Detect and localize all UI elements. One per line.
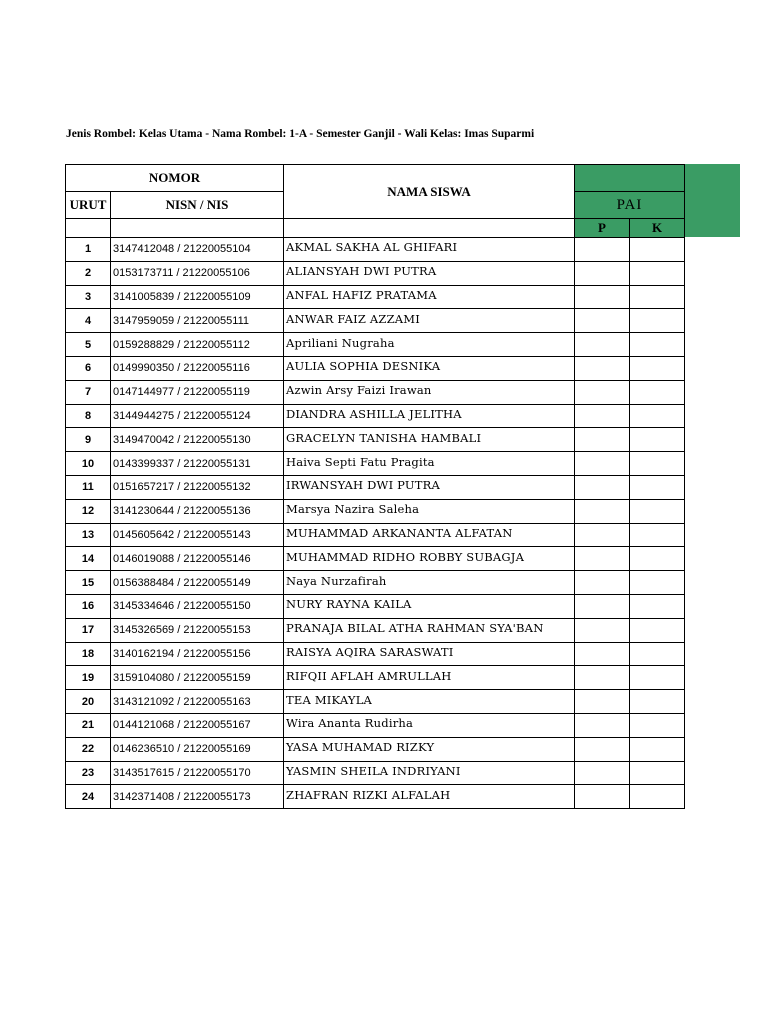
- row-score-k[interactable]: [630, 571, 685, 595]
- row-score-k[interactable]: [630, 238, 685, 262]
- row-student-name: [284, 571, 575, 595]
- row-score-p[interactable]: [575, 737, 630, 761]
- row-score-k[interactable]: [630, 618, 685, 642]
- row-student-name: [284, 666, 575, 690]
- row-score-p[interactable]: [575, 761, 630, 785]
- row-nisn: 3147959059 / 21220055111: [111, 309, 284, 333]
- row-nisn: 3145326569 / 21220055153: [111, 618, 284, 642]
- header-urut: URUT: [66, 192, 111, 219]
- row-number: 6: [66, 356, 111, 380]
- row-student-name: [284, 785, 575, 809]
- row-student-name: [284, 261, 575, 285]
- student-name-text: Wira Ananta Rudirha: [286, 716, 414, 731]
- row-score-p[interactable]: [575, 356, 630, 380]
- header-nama-siswa: NAMA SISWA: [284, 165, 575, 219]
- row-score-k[interactable]: [630, 785, 685, 809]
- student-name-text: ANFAL HAFIZ PRATAMA: [286, 287, 437, 302]
- table-row: [66, 785, 685, 809]
- row-nisn: 0146236510 / 21220055169: [111, 737, 284, 761]
- row-student-name: [284, 594, 575, 618]
- row-number: 21: [66, 713, 111, 737]
- row-score-p[interactable]: [575, 380, 630, 404]
- student-name-text: Naya Nurzafirah: [286, 573, 387, 588]
- table-row: [66, 499, 685, 523]
- row-student-name: [284, 452, 575, 476]
- student-table: [65, 164, 685, 809]
- row-score-p[interactable]: [575, 690, 630, 714]
- student-name-text: AULIA SOPHIA DESNIKA: [286, 359, 441, 374]
- table-row: [66, 475, 685, 499]
- row-student-name: [284, 713, 575, 737]
- row-number: 16: [66, 594, 111, 618]
- row-nisn: 3147412048 / 21220055104: [111, 238, 284, 262]
- row-score-p[interactable]: [575, 475, 630, 499]
- row-nisn: 0145605642 / 21220055143: [111, 523, 284, 547]
- row-number: 22: [66, 737, 111, 761]
- student-name-text: AKMAL SAKHA AL GHIFARI: [286, 240, 458, 255]
- row-student-name: [284, 690, 575, 714]
- row-nisn: 0156388484 / 21220055149: [111, 571, 284, 595]
- row-score-k[interactable]: [630, 404, 685, 428]
- row-nisn: 3143517615 / 21220055170: [111, 761, 284, 785]
- row-score-p[interactable]: [575, 333, 630, 357]
- student-name-text: Marsya Nazira Saleha: [286, 502, 420, 517]
- row-number: 1: [66, 238, 111, 262]
- row-score-k[interactable]: [630, 475, 685, 499]
- row-nisn: 0147144977 / 21220055119: [111, 380, 284, 404]
- row-score-k[interactable]: [630, 285, 685, 309]
- row-score-p[interactable]: [575, 666, 630, 690]
- row-score-k[interactable]: [630, 261, 685, 285]
- student-name-text: Azwin Arsy Faizi Irawan: [286, 383, 432, 398]
- row-score-k[interactable]: [630, 499, 685, 523]
- row-nisn: 0143399337 / 21220055131: [111, 452, 284, 476]
- row-student-name: [284, 642, 575, 666]
- table-row: [66, 618, 685, 642]
- header-nomor: NOMOR: [66, 165, 284, 192]
- student-name-text: GRACELYN TANISHA HAMBALI: [286, 430, 482, 445]
- row-number: 19: [66, 666, 111, 690]
- row-score-k[interactable]: [630, 737, 685, 761]
- row-score-k[interactable]: [630, 356, 685, 380]
- row-student-name: [284, 356, 575, 380]
- row-score-k[interactable]: [630, 523, 685, 547]
- row-student-name: [284, 475, 575, 499]
- row-score-p[interactable]: [575, 785, 630, 809]
- row-score-p[interactable]: [575, 571, 630, 595]
- row-number: 18: [66, 642, 111, 666]
- student-name-text: MUHAMMAD ARKANANTA ALFATAN: [286, 525, 513, 540]
- row-nisn: 0146019088 / 21220055146: [111, 547, 284, 571]
- row-score-k[interactable]: [630, 309, 685, 333]
- student-name-text: YASMIN SHEILA INDRIYANI: [286, 763, 461, 778]
- row-nisn: 3141230644 / 21220055136: [111, 499, 284, 523]
- row-nisn: 0153173711 / 21220055106: [111, 261, 284, 285]
- row-number: 12: [66, 499, 111, 523]
- row-nisn: 3142371408 / 21220055173: [111, 785, 284, 809]
- table-row: [66, 737, 685, 761]
- row-nisn: 0149990350 / 21220055116: [111, 356, 284, 380]
- row-score-p[interactable]: [575, 594, 630, 618]
- table-row: [66, 761, 685, 785]
- header-green-cell: [575, 165, 685, 192]
- row-nisn: 0151657217 / 21220055132: [111, 475, 284, 499]
- table-row: [66, 642, 685, 666]
- row-student-name: [284, 333, 575, 357]
- row-number: 7: [66, 380, 111, 404]
- row-student-name: [284, 238, 575, 262]
- row-score-k[interactable]: [630, 594, 685, 618]
- row-student-name: [284, 523, 575, 547]
- row-number: 4: [66, 309, 111, 333]
- table-row: [66, 238, 685, 262]
- row-student-name: [284, 285, 575, 309]
- header-subject-pai: PAI: [575, 192, 685, 219]
- row-nisn: 3145334646 / 21220055150: [111, 594, 284, 618]
- row-score-p[interactable]: [575, 285, 630, 309]
- row-nisn: 3140162194 / 21220055156: [111, 642, 284, 666]
- row-score-p[interactable]: [575, 309, 630, 333]
- student-name-text: ALIANSYAH DWI PUTRA: [286, 264, 437, 279]
- spacer-cell: [66, 219, 111, 238]
- row-number: 5: [66, 333, 111, 357]
- table-row: [66, 333, 685, 357]
- row-score-k[interactable]: [630, 642, 685, 666]
- row-student-name: [284, 737, 575, 761]
- table-row: [66, 594, 685, 618]
- row-score-p[interactable]: [575, 238, 630, 262]
- row-score-k[interactable]: [630, 547, 685, 571]
- table-row: [66, 452, 685, 476]
- row-number: 24: [66, 785, 111, 809]
- row-score-p[interactable]: [575, 642, 630, 666]
- row-score-p[interactable]: [575, 713, 630, 737]
- table-row: [66, 428, 685, 452]
- row-score-p[interactable]: [575, 618, 630, 642]
- row-score-k[interactable]: [630, 713, 685, 737]
- row-number: 9: [66, 428, 111, 452]
- row-nisn: 3149470042 / 21220055130: [111, 428, 284, 452]
- row-number: 2: [66, 261, 111, 285]
- row-number: 14: [66, 547, 111, 571]
- spacer-cell: [111, 219, 284, 238]
- row-nisn: 3159104080 / 21220055159: [111, 666, 284, 690]
- row-score-p[interactable]: [575, 404, 630, 428]
- row-student-name: [284, 428, 575, 452]
- row-score-p[interactable]: [575, 261, 630, 285]
- row-student-name: [284, 404, 575, 428]
- header-k: K: [630, 219, 685, 238]
- table-row: [66, 356, 685, 380]
- table-row: [66, 713, 685, 737]
- spacer-cell: [284, 219, 575, 238]
- row-student-name: [284, 309, 575, 333]
- student-name-text: PRANAJA BILAL ATHA RAHMAN SYA'BAN: [286, 621, 544, 636]
- table-row: [66, 380, 685, 404]
- row-number: 3: [66, 285, 111, 309]
- row-number: 15: [66, 571, 111, 595]
- row-number: 20: [66, 690, 111, 714]
- row-student-name: [284, 618, 575, 642]
- student-name-text: Apriliani Nugraha: [286, 335, 395, 350]
- student-name-text: YASA MUHAMAD RIZKY: [286, 740, 435, 755]
- table-row: [66, 547, 685, 571]
- row-student-name: [284, 547, 575, 571]
- row-score-k[interactable]: [630, 452, 685, 476]
- row-score-p[interactable]: [575, 499, 630, 523]
- student-name-text: ZHAFRAN RIZKI ALFALAH: [286, 787, 451, 802]
- row-score-k[interactable]: [630, 333, 685, 357]
- student-name-text: MUHAMMAD RIDHO ROBBY SUBAGJA: [286, 549, 525, 564]
- row-score-k[interactable]: [630, 690, 685, 714]
- row-student-name: [284, 499, 575, 523]
- row-number: 13: [66, 523, 111, 547]
- row-number: 23: [66, 761, 111, 785]
- table-row: [66, 261, 685, 285]
- row-nisn: 0144121068 / 21220055167: [111, 713, 284, 737]
- table-row: [66, 666, 685, 690]
- row-student-name: [284, 380, 575, 404]
- row-student-name: [284, 761, 575, 785]
- table-row: [66, 285, 685, 309]
- row-nisn: 0159288829 / 21220055112: [111, 333, 284, 357]
- table-row: [66, 523, 685, 547]
- student-name-text: NURY RAYNA KAILA: [286, 597, 412, 612]
- student-name-text: DIANDRA ASHILLA JELITHA: [286, 406, 462, 421]
- header-nisn: NISN / NIS: [111, 192, 284, 219]
- row-score-p[interactable]: [575, 547, 630, 571]
- table-row: [66, 404, 685, 428]
- row-score-k[interactable]: [630, 761, 685, 785]
- student-name-text: TEA MIKAYLA: [286, 692, 373, 707]
- row-score-k[interactable]: [630, 380, 685, 404]
- row-number: 17: [66, 618, 111, 642]
- page-title: Jenis Rombel: Kelas Utama - Nama Rombel: 1-A - Semester Ganjil - Wali Kelas: Imas Suparmi: [66, 128, 535, 140]
- row-score-p[interactable]: [575, 428, 630, 452]
- header-p: P: [575, 219, 630, 238]
- row-nisn: 3141005839 / 21220055109: [111, 285, 284, 309]
- table-row: [66, 309, 685, 333]
- row-nisn: 3144944275 / 21220055124: [111, 404, 284, 428]
- row-score-k[interactable]: [630, 428, 685, 452]
- row-score-p[interactable]: [575, 523, 630, 547]
- row-number: 11: [66, 475, 111, 499]
- row-nisn: 3143121092 / 21220055163: [111, 690, 284, 714]
- table-row: [66, 571, 685, 595]
- student-name-text: ANWAR FAIZ AZZAMI: [286, 311, 421, 326]
- row-number: 10: [66, 452, 111, 476]
- table-row: [66, 690, 685, 714]
- row-score-p[interactable]: [575, 452, 630, 476]
- student-name-text: IRWANSYAH DWI PUTRA: [286, 478, 441, 493]
- row-number: 8: [66, 404, 111, 428]
- student-name-text: RIFQII AFLAH AMRULLAH: [286, 668, 452, 683]
- student-name-text: Haiva Septi Fatu Pragita: [286, 454, 435, 469]
- student-name-text: RAISYA AQIRA SARASWATI: [286, 644, 454, 659]
- row-score-k[interactable]: [630, 666, 685, 690]
